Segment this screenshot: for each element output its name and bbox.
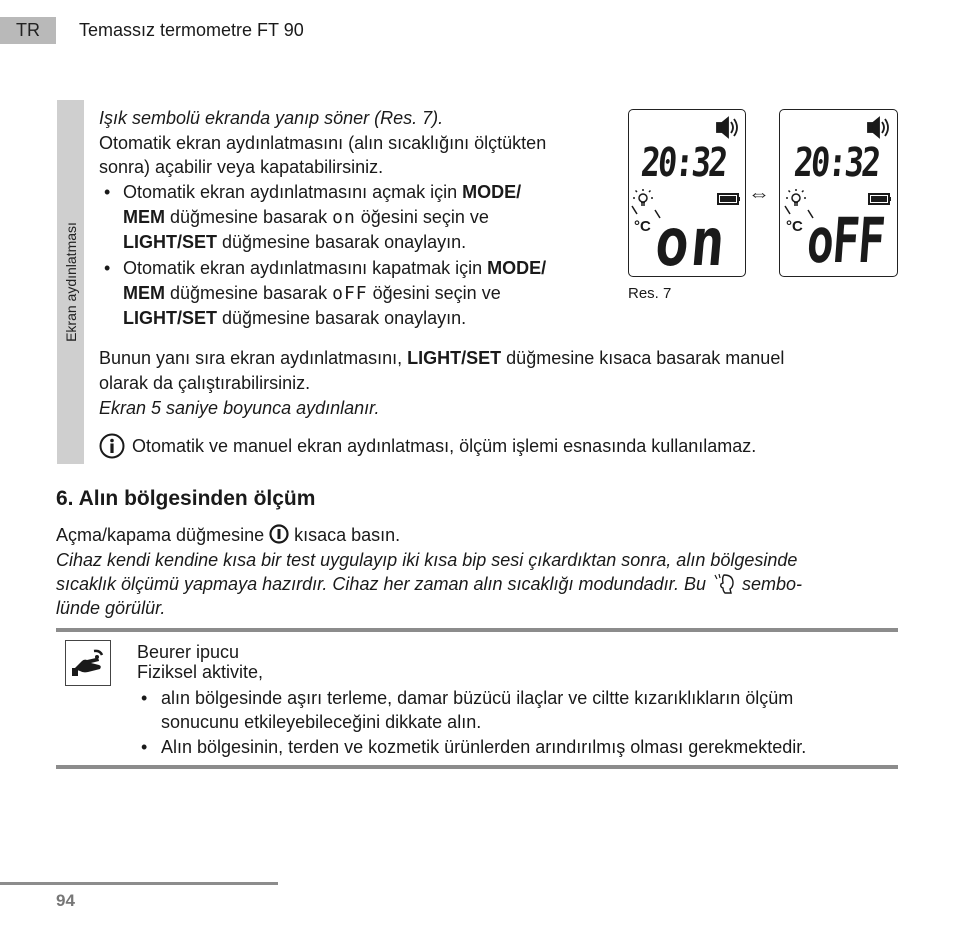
manual-light-1: Bunun yanı sıra ekran aydınlatmasını, LIGHT/SET düğmesine kısaca basarak manuel (99, 348, 785, 368)
lcd-display-on (628, 109, 746, 281)
speaker-icon (868, 118, 888, 137)
sidebar-label: Ekran aydınlatması (62, 222, 79, 342)
tip-hand-icon (65, 640, 111, 686)
power-instruction: Açma/kapama düğmesine kısaca basın. (56, 525, 401, 545)
tip-bottom-rule (56, 765, 898, 769)
speaker-icon (717, 118, 737, 137)
tip-bullet-1a: alın bölgesinde aşırı terleme, damar büzücü ilaçlar ve ciltte kızarıklıkların ölçüm (161, 688, 794, 708)
language-badge: TR (0, 17, 56, 44)
auto-light-intro-1: Otomatik ekran aydınlatmasını (alın sıcaklığını ölçtükten (99, 133, 547, 153)
lcd-value: on (652, 204, 730, 281)
lcd-display-off (779, 109, 898, 277)
bulb-icon (633, 189, 653, 205)
bullet-dot: • (104, 258, 111, 278)
tip-bullet-2: Alın bölgesinin, terden ve kozmetik ürünlerden arındırılmış olması gerekmektedir. (161, 737, 807, 757)
bullet-off-line-2: MEM düğmesine basarak oFF öğesini seçin ve (123, 283, 501, 304)
section-heading: 6. Alın bölgesinden ölçüm (56, 487, 316, 510)
tip-title: Beurer ipucu (137, 642, 240, 662)
tip-bullet-1b: sonucunu etkileyebileceğini dikkate alın. (161, 712, 482, 732)
lcd-time: 20:32 (639, 140, 728, 186)
toggle-arrow: ⇔ (748, 181, 770, 206)
bullet-dot: • (104, 182, 111, 202)
blink-note: Işık sembolü ekranda yanıp söner (Res. 7). (99, 108, 444, 128)
tip-lead: Fiziksel aktivite, (137, 662, 264, 682)
lcd-off-glyph: oFF (332, 283, 368, 304)
bullet-off-line-1: Otomatik ekran aydınlatmasını kapatmak için MODE/ (123, 258, 547, 278)
selftest-line-2: sıcaklık ölçümü yapmaya hazırdır. Cihaz her zaman alın sıcaklığı modundadır. Bu sembo- (56, 574, 802, 594)
page-number: 94 (56, 891, 75, 910)
bulb-icon (786, 189, 806, 205)
forehead-mode-icon (711, 572, 737, 594)
selftest-line-1: Cihaz kendi kendine kısa bir test uygulayıp iki kısa bip sesi çıkardıktan sonra, alın bölgesinde (56, 550, 798, 570)
lcd-unit: °C (634, 218, 651, 235)
light-duration-note: Ekran 5 saniye boyunca aydınlanır. (99, 398, 380, 418)
bullet-dot: • (141, 737, 148, 757)
document-title: Temassız termometre FT 90 (79, 20, 304, 40)
tip-top-rule (56, 628, 898, 632)
figure-caption: Res. 7 (628, 285, 672, 302)
manual-light-2: olarak da çalıştırabilirsiniz. (99, 373, 311, 393)
lcd-unit: °C (786, 218, 803, 235)
bullet-on-line-2: MEM düğmesine basarak on öğesini seçin ve (123, 207, 489, 228)
info-note: Otomatik ve manuel ekran aydınlatması, ölçüm işlemi esnasında kullanılamaz. (132, 436, 757, 456)
battery-icon (718, 194, 740, 204)
bullet-on-line-3: LIGHT/SET düğmesine basarak onaylayın. (123, 232, 467, 252)
battery-icon (869, 194, 891, 204)
bullet-dot: • (141, 688, 148, 708)
power-button-icon (269, 524, 289, 544)
bullet-on-line-1: Otomatik ekran aydınlatmasını açmak için MODE/ (123, 182, 522, 202)
info-icon (99, 433, 125, 459)
auto-light-intro-2: sonra) açabilir veya kapatabilirsiniz. (99, 157, 384, 177)
selftest-line-3: lünde görülür. (56, 598, 166, 618)
lcd-value: oFF (804, 204, 887, 277)
lcd-time: 20:32 (792, 140, 881, 186)
footer-rule (0, 882, 278, 885)
bullet-off-line-3: LIGHT/SET düğmesine basarak onaylayın. (123, 308, 467, 328)
lcd-on-glyph: on (332, 207, 356, 228)
